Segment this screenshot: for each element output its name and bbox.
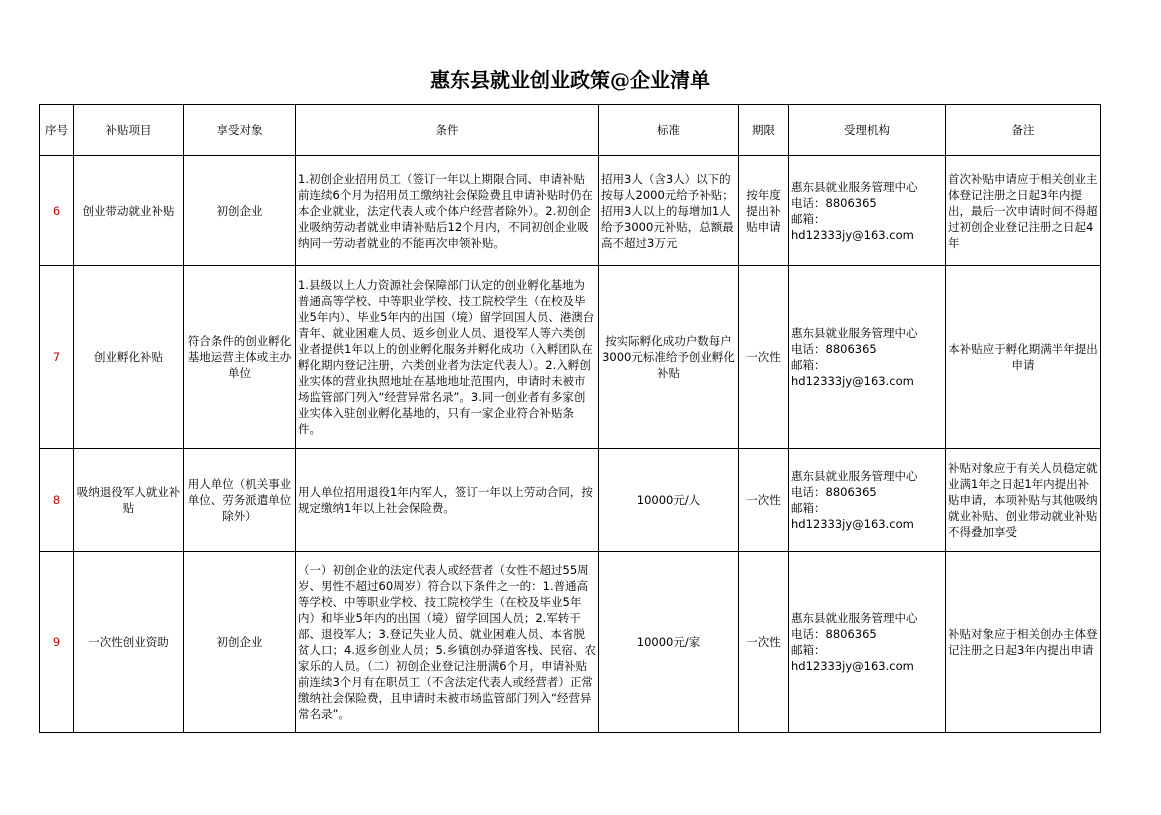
agency-name: 惠东县就业服务管理中心 — [791, 326, 918, 340]
condition-text: 1.县级以上人力资源社会保障部门认定的创业孵化基地为普通高等学校、中等职业学校、技工院校学生（在校及毕业5年内）、毕业5年内的出国（境）留学回国人员、港澳台青年、就业困难人员、返乡创业人员、退役军人等六类创业者提供1年以上的创业孵化服务并孵化成功（入孵团队在孵化期内登记注册，六类创业者为法定代表人）。2.入孵创业实体的营业执照地址在基地地址范围内，申请时未被市场监管部门列入“经营异常名录”。3.同一创业者有多家创业实体入驻创业孵化基地的，只有一家企业符合补贴条件。 — [296, 266, 599, 449]
header-standard: 标准 — [599, 105, 739, 156]
beneficiary: 符合条件的创业孵化基地运营主体或主办单位 — [184, 266, 296, 449]
condition-text: 用人单位招用退役1年内军人，签订一年以上劳动合同，按规定缴纳1年以上社会保险费。 — [296, 449, 599, 552]
header-item: 补贴项目 — [74, 105, 184, 156]
header-agency: 受理机构 — [789, 105, 946, 156]
agency-cell — [789, 552, 946, 733]
beneficiary: 初创企业 — [184, 552, 296, 733]
note-text: 补贴对象应于有关人员稳定就业满1年之日起1年内提出补贴申请，本项补贴与其他吸纳就业补贴、创业带动就业补贴不得叠加享受 — [946, 449, 1101, 552]
period-text: 按年度提出补贴申请 — [739, 156, 789, 266]
note-text: 本补贴应于孵化期满半年提出申请 — [946, 266, 1101, 449]
header-no: 序号 — [40, 105, 74, 156]
table-row — [40, 552, 1101, 733]
header-target: 享受对象 — [184, 105, 296, 156]
table-row — [40, 449, 1101, 552]
agency-cell — [789, 266, 946, 449]
note-text: 首次补贴申请应于相关创业主体登记注册之日起3年内提出，最后一次申请时间不得超过初创企业登记注册之日起4年 — [946, 156, 1101, 266]
agency-cell — [789, 449, 946, 552]
condition-text: （一）初创企业的法定代表人或经营者（女性不超过55周岁、男性不超过60周岁）符合以下条件之一的：1.普通高等学校、中等职业学校、技工院校学生（在校及毕业5年内）和毕业5年内的出国（境）留学回国人员；2.军转干部、退役军人；3.登记失业人员、就业困难人员、本省脱贫人口；4.返乡创业人员；5.乡镇创办驿道客栈、民宿、农家乐的人员。（二）初创企业登记注册满6个月，申请补贴前连续3个月有在职员工（不含法定代表人或经营者）正常缴纳社会保险费，且申请时未被市场监管部门列入“经营异常名录”。 — [296, 552, 599, 733]
agency-name: 惠东县就业服务管理中心 — [791, 469, 918, 483]
subsidy-item: 创业带动就业补贴 — [74, 156, 184, 266]
standard-text: 10000元/人 — [599, 449, 739, 552]
header-period: 期限 — [739, 105, 789, 156]
policy-table — [39, 104, 1101, 733]
agency-phone: 电话：8806365 — [791, 195, 877, 210]
beneficiary: 用人单位（机关事业单位、劳务派遣单位除外） — [184, 449, 296, 552]
row-number: 6 — [40, 156, 74, 266]
agency-cell — [789, 156, 946, 266]
period-text: 一次性 — [739, 266, 789, 449]
table-row — [40, 156, 1101, 266]
period-text: 一次性 — [739, 552, 789, 733]
header-condition: 条件 — [296, 105, 599, 156]
standard-text: 按实际孵化成功户数每户3000元标准给予创业孵化补贴 — [599, 266, 739, 449]
note-text: 补贴对象应于相关创办主体登记注册之日起3年内提出申请 — [946, 552, 1101, 733]
beneficiary: 初创企业 — [184, 156, 296, 266]
subsidy-item: 吸纳退役军人就业补贴 — [74, 449, 184, 552]
condition-text: 1.初创企业招用员工（签订一年以上期限合同、申请补贴前连续6个月为招用员工缴纳社会保险费且申请补贴时仍在本企业就业，法定代表人或个体户经营者除外）。2.初创企业吸纳劳动者就业申请补贴后12个月内，不同初创企业吸纳同一劳动者就业的不能再次申领补贴。 — [296, 156, 599, 266]
agency-name: 惠东县就业服务管理中心 — [791, 611, 918, 625]
table-row — [40, 266, 1101, 449]
table-header-row — [40, 105, 1101, 156]
subsidy-item: 一次性创业资助 — [74, 552, 184, 733]
page-title: 惠东县就业创业政策@企业清单 — [430, 68, 710, 92]
row-number: 8 — [40, 449, 74, 552]
subsidy-item: 创业孵化补贴 — [74, 266, 184, 449]
period-text: 一次性 — [739, 449, 789, 552]
agency-phone: 电话：8806365 — [791, 485, 877, 499]
row-number: 7 — [40, 266, 74, 449]
row-number: 9 — [40, 552, 74, 733]
agency-email: 邮箱：hd12333jy@163.com — [791, 358, 914, 388]
header-note: 备注 — [946, 105, 1101, 156]
agency-name: 惠东县就业服务管理中心 — [791, 179, 918, 194]
agency-phone: 电话：8806365 — [791, 627, 877, 641]
agency-email: 邮箱：hd12333jy@163.com — [791, 643, 914, 673]
standard-text: 招用3人（含3人）以下的按每人2000元给予补贴；招用3人以上的每增加1人给予3000元补贴，总额最高不超过3万元 — [599, 156, 739, 266]
standard-text: 10000元/家 — [599, 552, 739, 733]
agency-email: 邮箱：hd12333jy@163.com — [791, 211, 914, 242]
agency-phone: 电话：8806365 — [791, 342, 877, 356]
agency-email: 邮箱：hd12333jy@163.com — [791, 501, 914, 531]
